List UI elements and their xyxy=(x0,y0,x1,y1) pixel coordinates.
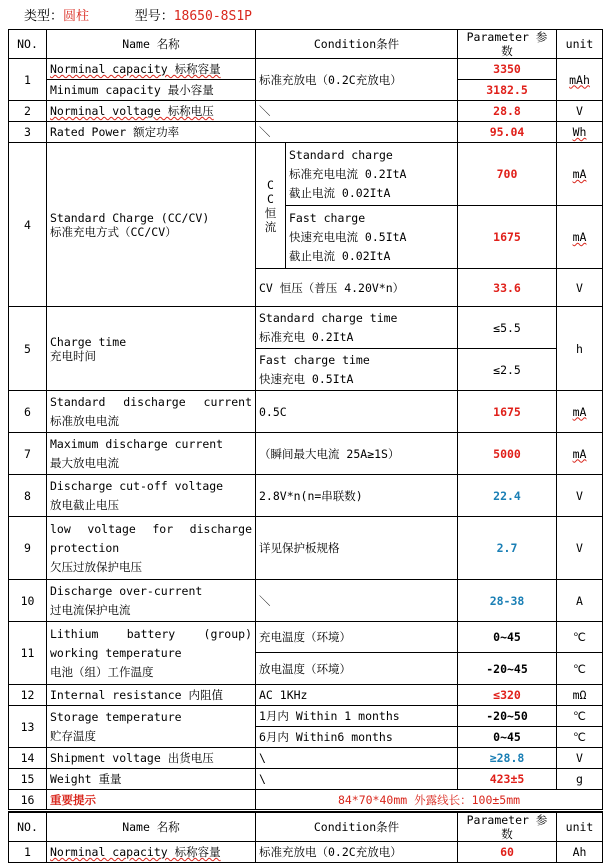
row-condition: \ xyxy=(256,769,458,790)
row-name: Storage temperature 贮存温度 xyxy=(47,706,256,748)
row-unit: mA xyxy=(557,433,603,475)
row-no: 2 xyxy=(9,101,47,122)
cc-label: C C 恒 流 xyxy=(256,143,286,269)
col-unit: unit xyxy=(557,813,603,842)
header-row xyxy=(9,813,603,842)
second-spec-table xyxy=(8,812,603,863)
col-name: Name 名称 xyxy=(47,813,256,842)
col-name: Name 名称 xyxy=(47,30,256,59)
name-en: Standard Charge (CC/CV) xyxy=(50,210,210,225)
col-condition: Condition条件 xyxy=(256,30,458,59)
row-value: 5000 xyxy=(458,433,557,475)
standard-charge-value: 700 xyxy=(458,143,557,206)
storage-1-month: 1月内 Within 1 months xyxy=(256,706,458,727)
discharge-temperature-value: -20~45 xyxy=(458,653,557,685)
cv-condition: CV 恒压（普压 4.20V*n） xyxy=(256,269,458,307)
table-row xyxy=(9,143,603,206)
row-name: Charge time 充电时间 xyxy=(47,307,256,391)
row-no: 5 xyxy=(9,307,47,391)
minimum-capacity-label: Minimum capacity 最小容量 xyxy=(47,80,256,101)
row-name: Rated Power 额定功率 xyxy=(47,122,256,143)
table-row xyxy=(9,748,603,769)
fast-charge-condition: Fast charge 快速充电电流 0.5ItA 截止电流 0.02ItA xyxy=(286,206,458,269)
fast-charge-time-value: ≤2.5 xyxy=(458,349,557,391)
row-value: 28-38 xyxy=(458,580,557,622)
row-no: 10 xyxy=(9,580,47,622)
storage-6-months: 6月内 Within6 months xyxy=(256,727,458,748)
table-row xyxy=(9,769,603,790)
important-note-text: 84*70*40mm 外露线长：100±5mm xyxy=(256,790,603,811)
table-row xyxy=(9,101,603,122)
row-value: 2.7 xyxy=(458,517,557,580)
row-unit: mAh xyxy=(557,59,603,101)
row-unit: ℃ xyxy=(557,653,603,685)
row-name: Maximum discharge current 最大放电电流 xyxy=(47,433,256,475)
nominal-capacity-label: Norminal capacity 标称容量 xyxy=(50,62,221,76)
row-unit: ℃ xyxy=(557,727,603,748)
row-value: 1675 xyxy=(458,391,557,433)
row-name xyxy=(47,59,256,80)
charge-temperature-condition: 充电温度（环境） xyxy=(256,622,458,653)
row-no: 1 xyxy=(9,59,47,101)
standard-charge-time: Standard charge time 标准充电 0.2ItA xyxy=(256,307,458,349)
row-name: Discharge over-current 过电流保护电流 xyxy=(47,580,256,622)
row-condition: ＼ xyxy=(256,580,458,622)
row-condition: ＼ xyxy=(256,101,458,122)
model-label: 型号： xyxy=(134,9,174,24)
row-condition: 2.8V*n(n=串联数) xyxy=(256,475,458,517)
row-value: 60 xyxy=(458,842,557,863)
row-unit: Ah xyxy=(557,842,603,863)
nominal-capacity-value: 3350 xyxy=(458,59,557,80)
row-unit: mA xyxy=(557,391,603,433)
table-row xyxy=(9,842,603,863)
row-no: 14 xyxy=(9,748,47,769)
header-row xyxy=(9,30,603,59)
row-no: 13 xyxy=(9,706,47,748)
row-unit: mA xyxy=(557,206,603,269)
row-unit: V xyxy=(557,517,603,580)
row-name: Shipment voltage 出货电压 xyxy=(47,748,256,769)
row-name: Discharge cut-off voltage 放电截止电压 xyxy=(47,475,256,517)
row-no: 6 xyxy=(9,391,47,433)
row-value: 95.04 xyxy=(458,122,557,143)
storage-1-month-value: -20~50 xyxy=(458,706,557,727)
row-unit: V xyxy=(557,475,603,517)
row-unit: V xyxy=(557,269,603,307)
row-no: 1 xyxy=(9,842,47,863)
document-header xyxy=(24,8,252,26)
row-no: 3 xyxy=(9,122,47,143)
row-name: Standard discharge current 标准放电电流 xyxy=(47,391,256,433)
fast-charge-value: 1675 xyxy=(458,206,557,269)
row-unit: V xyxy=(557,748,603,769)
row-value: 28.8 xyxy=(458,101,557,122)
row-name xyxy=(47,143,256,307)
row-unit: A xyxy=(557,580,603,622)
row-condition: 标准充放电（0.2C充放电） xyxy=(256,842,458,863)
row-unit: mΩ xyxy=(557,685,603,706)
row-name: Norminal voltage 标称电压 xyxy=(47,101,256,122)
row-name: Norminal capacity 标称容量 xyxy=(47,842,256,863)
col-condition: Condition条件 xyxy=(256,813,458,842)
row-condition: \ xyxy=(256,748,458,769)
model-value: 18650-8S1P xyxy=(173,9,252,24)
row-no: 16 xyxy=(9,790,47,811)
row-value: ≤320 xyxy=(458,685,557,706)
row-name: Lithium battery (group) working temperature 电池（组）工作温度 xyxy=(47,622,256,685)
standard-charge-time-value: ≤5.5 xyxy=(458,307,557,349)
row-no: 9 xyxy=(9,517,47,580)
table-row xyxy=(9,517,603,580)
type-value: 圆柱 xyxy=(63,9,90,24)
table-row xyxy=(9,706,603,727)
table-row xyxy=(9,580,603,622)
table-row xyxy=(9,391,603,433)
row-no: 8 xyxy=(9,475,47,517)
col-param: Parameter 参数 xyxy=(458,30,557,59)
row-condition: 标准充放电（0.2C充放电） xyxy=(256,59,458,101)
standard-charge-condition: Standard charge 标准充电电流 0.2ItA 截止电流 0.02ItA xyxy=(286,143,458,206)
row-name: Weight 重量 xyxy=(47,769,256,790)
table-row xyxy=(9,622,603,653)
table-row xyxy=(9,59,603,80)
row-name: Internal resistance 内阻值 xyxy=(47,685,256,706)
row-unit: g xyxy=(557,769,603,790)
row-unit: ℃ xyxy=(557,622,603,653)
table-row xyxy=(9,685,603,706)
row-no: 15 xyxy=(9,769,47,790)
discharge-temperature-condition: 放电温度（环境） xyxy=(256,653,458,685)
table-row xyxy=(9,433,603,475)
row-condition: AC 1KHz xyxy=(256,685,458,706)
table-row xyxy=(9,122,603,143)
col-no: NO. xyxy=(9,30,47,59)
cv-value: 33.6 xyxy=(458,269,557,307)
storage-6-months-value: 0~45 xyxy=(458,727,557,748)
table-row xyxy=(9,790,603,811)
table-row xyxy=(9,475,603,517)
row-unit: Wh xyxy=(557,122,603,143)
row-value: 22.4 xyxy=(458,475,557,517)
row-condition: （瞬间最大电流 25A≥1S） xyxy=(256,433,458,475)
minimum-capacity-value: 3182.5 xyxy=(458,80,557,101)
charge-temperature-value: 0~45 xyxy=(458,622,557,653)
type-label: 类型： xyxy=(24,9,64,24)
row-condition: 详见保护板规格 xyxy=(256,517,458,580)
col-unit: unit xyxy=(557,30,603,59)
row-unit: h xyxy=(557,307,603,391)
row-value: ≥28.8 xyxy=(458,748,557,769)
col-no: NO. xyxy=(9,813,47,842)
important-note-label: 重要提示 xyxy=(47,790,256,811)
name-cn: 标准充电方式（CC/CV） xyxy=(50,224,177,239)
row-no: 11 xyxy=(9,622,47,685)
table-row xyxy=(9,307,603,349)
row-name: low voltage for discharge protection 欠压过放保护电压 xyxy=(47,517,256,580)
row-no: 4 xyxy=(9,143,47,307)
row-condition: ＼ xyxy=(256,122,458,143)
row-unit: ℃ xyxy=(557,706,603,727)
spec-table xyxy=(8,29,603,812)
row-unit: mA xyxy=(557,143,603,206)
col-param: Parameter 参数 xyxy=(458,813,557,842)
row-no: 12 xyxy=(9,685,47,706)
row-no: 7 xyxy=(9,433,47,475)
row-condition: 0.5C xyxy=(256,391,458,433)
row-unit: V xyxy=(557,101,603,122)
fast-charge-time: Fast charge time 快速充电 0.5ItA xyxy=(256,349,458,391)
row-value: 423±5 xyxy=(458,769,557,790)
